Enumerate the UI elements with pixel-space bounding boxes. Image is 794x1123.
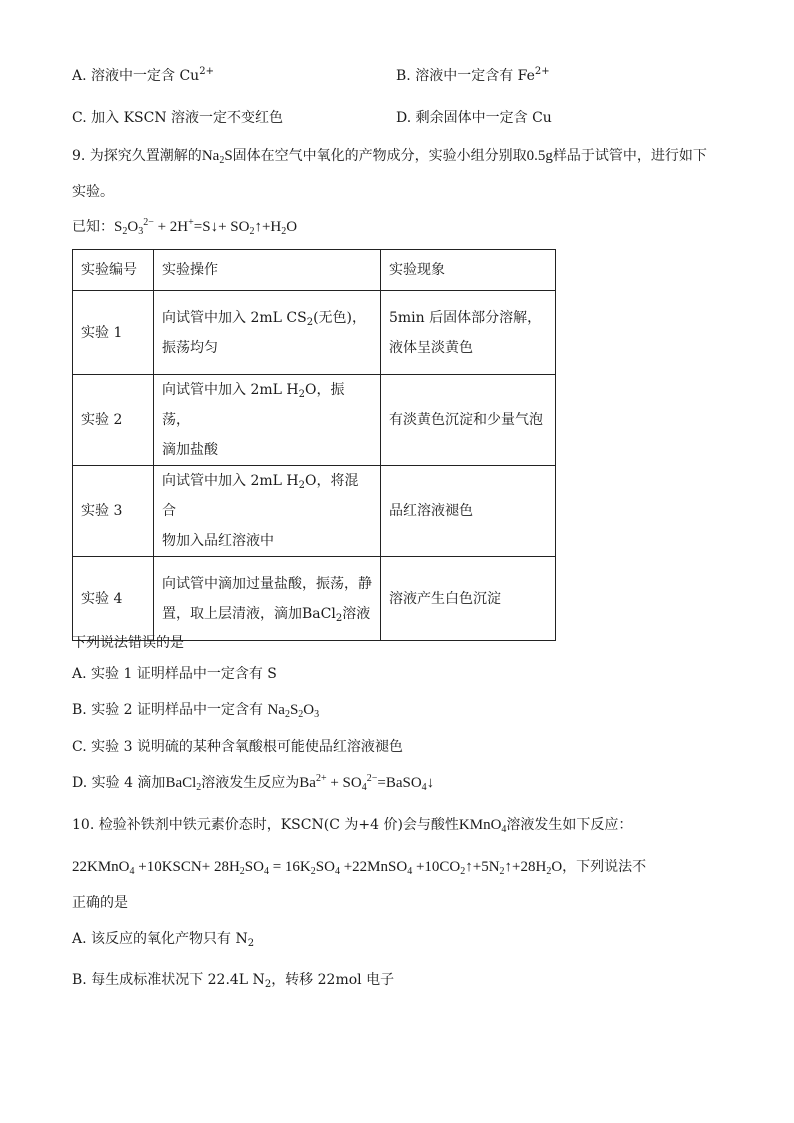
experiment-table bbox=[72, 249, 556, 641]
table-cell-result: 有淡黄色沉淀和少量气泡 bbox=[381, 375, 556, 466]
table-cell-id: 实验 2 bbox=[73, 375, 154, 466]
table-row bbox=[73, 557, 556, 641]
table-cell-result: 5min 后固体部分溶解， 液体呈淡黄色 bbox=[381, 291, 556, 375]
option-8a: A. 溶液中一定含 $Cu^{2+}$ bbox=[72, 66, 214, 84]
q10-stem-line3: 正确的是 bbox=[72, 895, 128, 911]
table-header: 实验操作 bbox=[154, 250, 381, 291]
option-9c: C. 实验 3 说明硫的某种含氧酸根可能使品红溶液褪色 bbox=[72, 739, 403, 755]
table-cell-result: 品红溶液褪色 bbox=[381, 466, 556, 557]
table-cell-operation: 向试管中加入 2mL $H_2O$，将混合 物加入品红溶液中 bbox=[154, 466, 381, 557]
table-cell-result: 溶液产生白色沉淀 bbox=[381, 557, 556, 641]
q9-stem-line2: 实验。 bbox=[72, 184, 114, 200]
table-cell-operation: 向试管中加入 2mL $H_2O$，振荡， 滴加盐酸 bbox=[154, 375, 381, 466]
table-cell-id: 实验 1 bbox=[73, 291, 154, 375]
table-row bbox=[73, 375, 556, 466]
table-cell-operation: 向试管中加入 2mL $CS_2$(无色)， 振荡均匀 bbox=[154, 291, 381, 375]
q10-equation: 22KMnO$_4$ +10KSCN+ $28H_2SO_4 = 16K_2SO_4$ +22MnSO$_4$ $+10CO_2↑+5N_2↑+28H_2O$，下列说法不 bbox=[72, 859, 647, 877]
q9-question: 下列说法错误的是 bbox=[72, 635, 184, 651]
table-cell-id: 实验 4 bbox=[73, 557, 154, 641]
option-8b: B. 溶液中一定含有 $Fe^{2+}$ bbox=[396, 66, 550, 84]
table-row bbox=[73, 466, 556, 557]
table-cell-operation: 向试管中滴加过量盐酸，振荡，静 置，取上层清液，滴加BaCl$_2$溶液 bbox=[154, 557, 381, 641]
option-9d: D. 实验 4 滴加BaCl$_2$溶液发生反应为$Ba^{2+}$ + $SO_4^{2-}=BaSO_4↓$ bbox=[72, 773, 435, 793]
table-header: 实验编号 bbox=[73, 250, 154, 291]
option-9b: B. 实验 2 证明样品中一定含有 $Na_2S_2O_3$ bbox=[72, 702, 320, 720]
q9-known-equation: 已知：$S_2O_3^{2-}$ + 2H+=S↓+ $SO_2↑+H_2O$ bbox=[72, 217, 298, 237]
option-8c: C. 加入 KSCN 溶液一定不变红色 bbox=[72, 110, 284, 126]
option-9a: A. 实验 1 证明样品中一定含有 S bbox=[72, 666, 277, 682]
option-10a: A. 该反应的氧化产物只有 $N_2$ bbox=[72, 931, 255, 949]
q9-stem-line1: 9. 为探究久置潮解的$Na_2S$固体在空气中氧化的产物成分，实验小组分别取0.5g样品于试管中，进行如下 bbox=[72, 148, 707, 166]
option-10b: B. 每生成标准状况下 22.4L $N_2$，转移 22mol 电子 bbox=[72, 972, 395, 990]
q10-stem-line1: 10. 检验补铁剂中铁元素价态时，KSCN(C 为+4 价)会与酸性KMnO$_4$溶液发生如下反应： bbox=[72, 817, 633, 835]
option-8d: D. 剩余固体中一定含 Cu bbox=[396, 110, 552, 126]
table-cell-id: 实验 3 bbox=[73, 466, 154, 557]
table-row bbox=[73, 291, 556, 375]
table-header-row bbox=[73, 250, 556, 291]
table-header: 实验现象 bbox=[381, 250, 556, 291]
